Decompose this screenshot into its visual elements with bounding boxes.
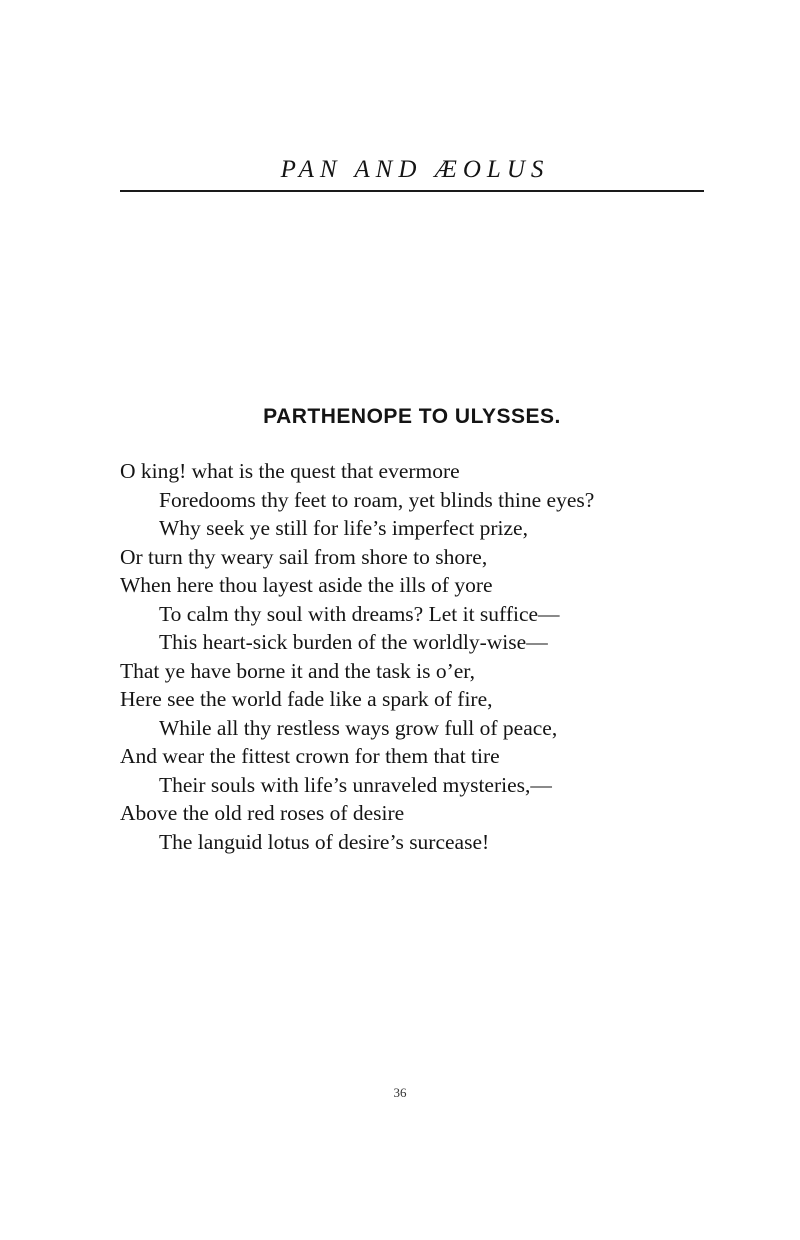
poem-line: While all thy restless ways grow full of peace,	[159, 715, 558, 740]
poem-line: O king! what is the quest that evermore	[120, 459, 460, 483]
poem-line: The languid lotus of desire’s surcease!	[159, 829, 490, 854]
poem-line: Or turn thy weary sail from shore to shore,	[120, 544, 488, 569]
poem-line: Why seek ye still for life’s imperfect prize,	[159, 516, 528, 540]
poem-line: That ye have borne it and the task is o’er,	[120, 658, 475, 683]
poem-line: Their souls with life’s unraveled mysteries,—	[159, 772, 552, 797]
poem-line: Above the old red roses of desire	[120, 801, 405, 825]
page-number: 36	[393, 1085, 407, 1100]
poem-title: PARTHENOPE TO ULYSSES.	[263, 405, 561, 428]
poem-body	[120, 457, 730, 856]
poem-line: Here see the world fade like a spark of fire,	[120, 687, 493, 711]
header-rule	[120, 190, 704, 192]
poem-line: When here thou layest aside the ills of yore	[120, 573, 493, 597]
poem-line: To calm thy soul with dreams? Let it suffice—	[159, 601, 560, 626]
poem-line: And wear the fittest crown for them that tire	[120, 744, 500, 768]
running-head: PAN AND ÆOLUS	[280, 156, 550, 183]
poem-line: Foredooms thy feet to roam, yet blinds thine eyes?	[159, 487, 595, 512]
poem-line: This heart-sick burden of the worldly-wise—	[159, 630, 548, 654]
